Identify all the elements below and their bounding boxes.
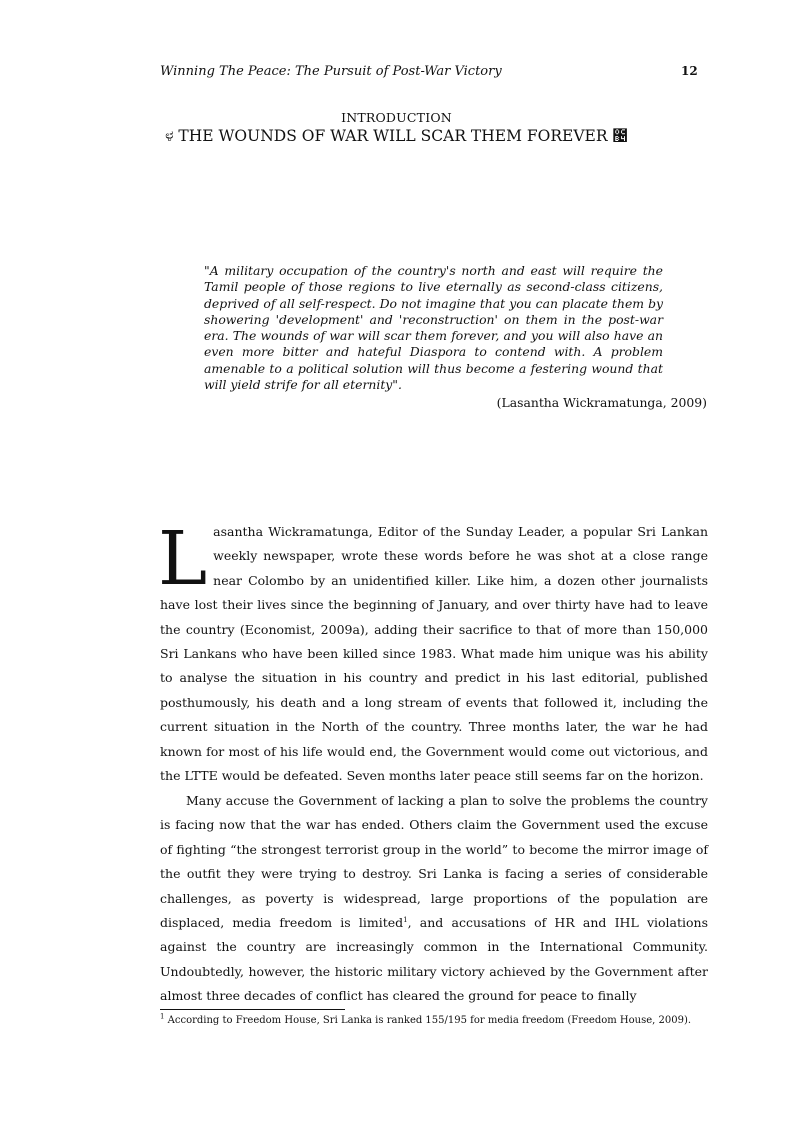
footnote-reference[interactable]: 1 [403, 915, 408, 924]
epigraph-attribution: (Lasantha Wickramatunga, 2009) [496, 395, 707, 410]
chapter-title: ಳ THE WOUNDS OF WAR WILL SCAR THEM FOREVER ಴ [165, 127, 628, 145]
footnote-divider [160, 1009, 345, 1010]
footnote [160, 1012, 692, 1026]
body-paragraph-2-text-a: Many accuse the Government of lacking a plan to solve the problems the country is facing now that the war has ended. Others claim the Government used the excuse of fighting “the strongest terrorist group in the world” to become the mirror image of the outfit they were trying to destroy. Sri Lanka is facing a series of considerable challenges, as poverty is widespread, large proportions of the population are displaced, media freedom is limited [160, 793, 708, 931]
section-label: INTRODUCTION [341, 110, 452, 125]
body-paragraph-2-text-b: , and accusations of HR and IHL violations against the country are increasingly common in the International Community. Undoubtedly, however, the historic military victory achieved by the Government after almost three decades of conflict has cleared the ground for peace to finally [160, 915, 708, 1004]
body-paragraph-1 [158, 516, 708, 788]
drop-cap: L [158, 516, 208, 602]
footnote-marker: 1 [160, 1012, 165, 1021]
page-number: 12 [681, 64, 698, 78]
footnote-text: According to Freedom House, Sri Lanka is ranked 155/195 for media freedom (Freedom House, 2009). [164, 1015, 692, 1026]
body-paragraph-2 [160, 789, 708, 1009]
epigraph-quote: "A military occupation of the country's north and east will require the Tamil people of those regions to live eternally as second-class citizens, deprived of all self-respect. Do not imagine that you can placate them by showering 'development' and 'reconstruction' on them in the post-war era. The wounds of war will scar them forever, and you will also have an even more bitter and hateful Diaspora to contend with. A problem amenable to a political solution will thus become a festering wound that will yield strife for all eternity". [204, 263, 663, 393]
body-paragraph-1-text: asantha Wickramatunga, Editor of the Sunday Leader, a popular Sri Lankan weekly newspaper, wrote these words before he was shot at a close range near Colombo by an unidentified killer. Like him, a dozen other journalists have lost their lives since the beginning of January, and over thirty have had to leave the country (Economist, 2009a), adding their sacrifice to that of more than 150,000 Sri Lankans who have been killed since 1983. What made him unique was his ability to analyse the situation in his country and predict in his last editorial, published posthumously, his death and a long stream of events that followed it, including the current situation in the North of the country. Three months later, the war he had known for most of his life would end, the Government would come out victorious, and the LTTE would be defeated. Seven months later peace still seems far on the horizon. [160, 524, 708, 784]
running-header-title: Winning The Peace: The Pursuit of Post-War Victory [160, 64, 502, 79]
